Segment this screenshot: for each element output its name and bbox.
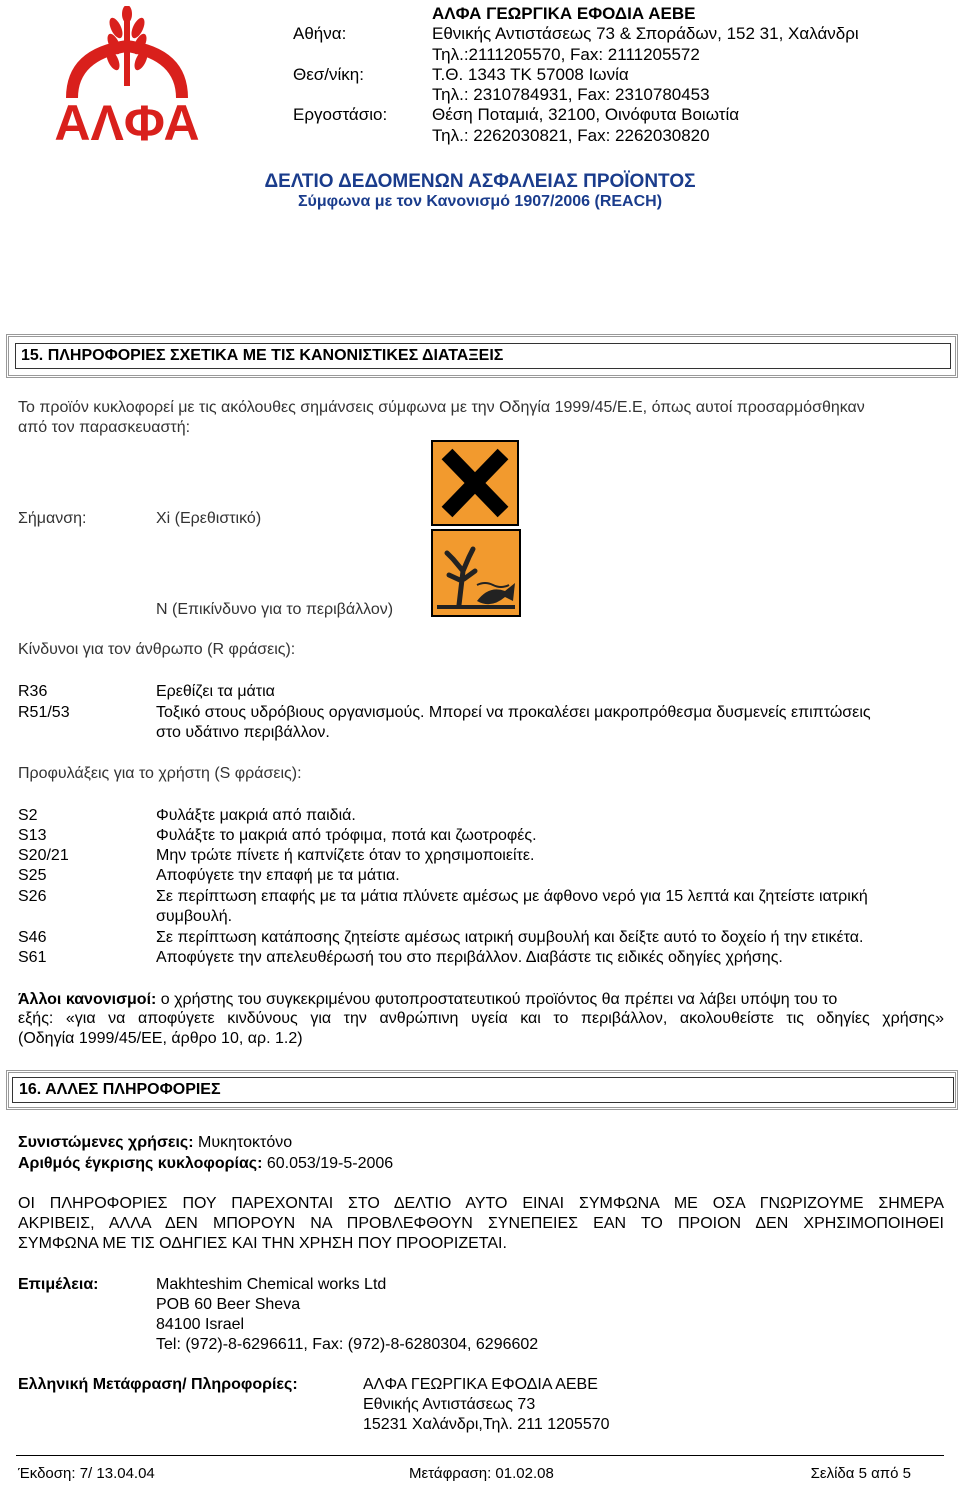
section-16-header bbox=[6, 1070, 958, 1110]
s-phrase-text: Φυλάξτε μακριά από παιδιά. bbox=[156, 807, 356, 824]
r-phrase-code: R36 bbox=[18, 683, 48, 700]
s-phrase-code: S46 bbox=[18, 929, 47, 946]
thessaloniki-label: Θεσ/νίκη: bbox=[293, 65, 364, 84]
other-regulations-label: Άλλοι κανονισμοί: bbox=[18, 991, 157, 1008]
r-phrases-heading: Κίνδυνοι για τον άνθρωπο (R φράσεις): bbox=[18, 641, 296, 658]
s-phrase-code: S26 bbox=[18, 888, 47, 905]
s-phrase-text: Φυλάξτε το μακριά από τρόφιμα, ποτά και ζωοτροφές. bbox=[156, 827, 537, 844]
thessaloniki-phone: Τηλ.: 2310784931, Fax: 2310780453 bbox=[432, 85, 710, 104]
editor-label: Επιμέλεια: bbox=[18, 1276, 99, 1293]
footer-translation: Μετάφραση: 01.02.08 bbox=[409, 1465, 554, 1482]
editor-line: Tel: (972)-8-6296611, Fax: (972)-8-6280304, 6296602 bbox=[156, 1336, 539, 1353]
other-regulations-line2: εξής: «για να αποφύγετε κινδύνους για την ανθρώπινη υγεία και το περιβάλλον, ακολουθείστε τις οδηγίες χρήσης» bbox=[18, 1010, 944, 1027]
company-name: ΑΛΦΑ ΓΕΩΡΓΙΚΑ ΕΦΟΔΙΑ ΑΕΒΕ bbox=[432, 4, 696, 23]
r-phrase-text: Τοξικό στους υδρόβιους οργανισμούς. Μπορεί να προκαλέσει μακροπρόθεσμα δυσμενείς επιπτώσεις bbox=[156, 704, 871, 721]
footer-page-number: Σελίδα 5 από 5 bbox=[810, 1465, 911, 1482]
translation-label: Ελληνική Μετάφραση/ Πληροφορίες: bbox=[18, 1376, 298, 1393]
s-phrase-text: Αποφύγετε την απελευθέρωσή του στο περιβάλλον. Διαβάστε τις ειδικές οδηγίες χρήσης. bbox=[156, 949, 783, 966]
editor-line: Makhteshim Chemical works Ltd bbox=[156, 1276, 387, 1293]
s-phrase-code: S2 bbox=[18, 807, 38, 824]
factory-phone: Τηλ.: 2262030821, Fax: 2262030820 bbox=[432, 126, 710, 145]
athens-phone: Τηλ.:2111205570, Fax: 2111205572 bbox=[432, 45, 700, 64]
xi-irritant-hazard-icon bbox=[431, 440, 519, 526]
s-phrase-code: S20/21 bbox=[18, 847, 69, 864]
document-subtitle: Σύμφωνα με τον Κανονισμό 1907/2006 (REACH) bbox=[297, 193, 663, 210]
factory-address: Θέση Ποταμιά, 32100, Οινόφυτα Βοιωτία bbox=[432, 105, 740, 124]
marking-n: N (Επικίνδυνο για το περιβάλλον) bbox=[156, 601, 394, 618]
approval-number: Αριθμός έγκρισης κυκλοφορίας: 60.053/19-5-2006 bbox=[18, 1155, 394, 1172]
s-phrase-text: Σε περίπτωση κατάποσης ζητείστε αμέσως ιατρική συμβουλή και δείξτε αυτό το δοχείο ή την ετικέτα. bbox=[156, 929, 864, 946]
s-phrase-text: Μην τρώτε πίνετε ή καπνίζετε όταν το χρησιμοποιείτε. bbox=[156, 847, 535, 864]
document-title: ΔΕΛΤΙΟ ΔΕΔΟΜΕΝΩΝ ΑΣΦΑΛΕΙΑΣ ΠΡΟΪΟΝΤΟΣ bbox=[264, 171, 696, 192]
s-phrase-text: Σε περίπτωση επαφής με τα μάτια πλύνετε αμέσως με άφθονο νερό για 15 λεπτά και ζητείστε ιατρική bbox=[156, 888, 868, 905]
svg-text:ΑΛΦΑ: ΑΛΦΑ bbox=[54, 95, 200, 146]
r-phrase-text-continued: στο υδάτινο περιβάλλον. bbox=[156, 724, 330, 741]
r-phrase-text: Ερεθίζει τα μάτια bbox=[156, 683, 275, 700]
disclaimer-line2: ΑΚΡΙΒΕΙΣ, ΑΛΛΑ ΔΕΝ ΜΠΟΡΟΥΝ ΝΑ ΠΡΟΒΛΕΦΘΟΥΝ ΣΥΝΕΠΕΙΕΣ ΕΑΝ ΤΟ ΠΡΟΙΟΝ ΔΕΝ ΧΡΗΣΙΜΟΠΟΙΗΘΕΙ bbox=[18, 1215, 944, 1232]
disclaimer-line1: ΟΙ ΠΛΗΡΟΦΟΡΙΕΣ ΠΟΥ ΠΑΡΕΧΟΝΤΑΙ ΣΤΟ ΔΕΛΤΙΟ ΑΥΤΟ ΕΙΝΑΙ ΣΥΜΦΩΝΑ ΜΕ ΟΣΑ ΓΝΩΡΙΖΟΥΜΕ ΣΗΜΕΡΑ bbox=[18, 1195, 944, 1212]
athens-address: Εθνικής Αντιστάσεως 73 & Σποράδων, 152 31, Χαλάνδρι bbox=[432, 24, 859, 43]
disclaimer-line3: ΣΥΜΦΩΝΑ ΜΕ ΤΙΣ ΟΔΗΓΙΕΣ ΚΑΙ ΤΗΝ ΧΡΗΣΗ ΠΟΥ ΠΡΟΟΡΙΖΕΤΑΙ. bbox=[18, 1235, 507, 1252]
editor-line: POB 60 Beer Sheva bbox=[156, 1296, 301, 1313]
section-15-header bbox=[6, 334, 958, 378]
footer-edition: Έκδοση: 7/ 13.04.04 bbox=[18, 1465, 155, 1482]
other-regulations-line3: (Οδηγία 1999/45/ΕΕ, άρθρο 10, αρ. 1.2) bbox=[18, 1030, 303, 1047]
other-regulations-line1: Άλλοι κανονισμοί: ο χρήστης του συγκεκριμένου φυτοπροστατευτικού προϊόντος θα πρέπει να λάβει υπόψη του το bbox=[18, 991, 838, 1008]
s-phrase-text: Αποφύγετε την επαφή με τα μάτια. bbox=[156, 867, 400, 884]
translation-line: 15231 Χαλάνδρι,Τηλ. 211 1205570 bbox=[363, 1416, 610, 1433]
translation-line: Εθνικής Αντιστάσεως 73 bbox=[363, 1396, 536, 1413]
s-phrases-heading: Προφυλάξεις για το χρήστη (S φράσεις): bbox=[18, 765, 302, 782]
translation-line: ΑΛΦΑ ΓΕΩΡΓΙΚΑ ΕΦΟΔΙΑ ΑΕΒΕ bbox=[363, 1376, 598, 1393]
n-environment-hazard-icon bbox=[431, 529, 521, 617]
company-logo bbox=[36, 6, 218, 146]
s-phrase-text-continued: συμβουλή. bbox=[156, 908, 233, 925]
r-phrase-code: R51/53 bbox=[18, 704, 70, 721]
athens-label: Αθήνα: bbox=[293, 24, 347, 43]
s-phrase-code: S25 bbox=[18, 867, 47, 884]
s-phrase-code: S61 bbox=[18, 949, 47, 966]
section-15-intro-line2: από τον παρασκευαστή: bbox=[18, 419, 191, 436]
section-15-title: 15. ΠΛΗΡΟΦΟΡΙΕΣ ΣΧΕΤΙΚΑ ΜΕ ΤΙΣ ΚΑΝΟΝΙΣΤΙΚΕΣ ΔΙΑΤΑΞΕΙΣ bbox=[21, 347, 504, 364]
marking-label: Σήμανση: bbox=[18, 510, 87, 527]
marking-xi: Xi (Ερεθιστικό) bbox=[156, 510, 262, 527]
s-phrase-code: S13 bbox=[18, 827, 47, 844]
editor-line: 84100 Israel bbox=[156, 1316, 245, 1333]
section-16-title: 16. ΑΛΛΕΣ ΠΛΗΡΟΦΟΡΙΕΣ bbox=[19, 1081, 221, 1098]
factory-label: Εργοστάσιο: bbox=[293, 105, 388, 124]
section-15-intro-line1: Το προϊόν κυκλοφορεί με τις ακόλουθες σημάνσεις σύμφωνα με την Οδηγία 1999/45/Ε.Ε, όπως αυτοί προσαρμόσθηκαν bbox=[18, 399, 865, 416]
footer-divider bbox=[16, 1455, 944, 1456]
recommended-uses: Συνιστώμενες χρήσεις: Μυκητοκτόνο bbox=[18, 1134, 293, 1151]
thessaloniki-address: Τ.Θ. 1343 ΤΚ 57008 Ιωνία bbox=[432, 65, 629, 84]
